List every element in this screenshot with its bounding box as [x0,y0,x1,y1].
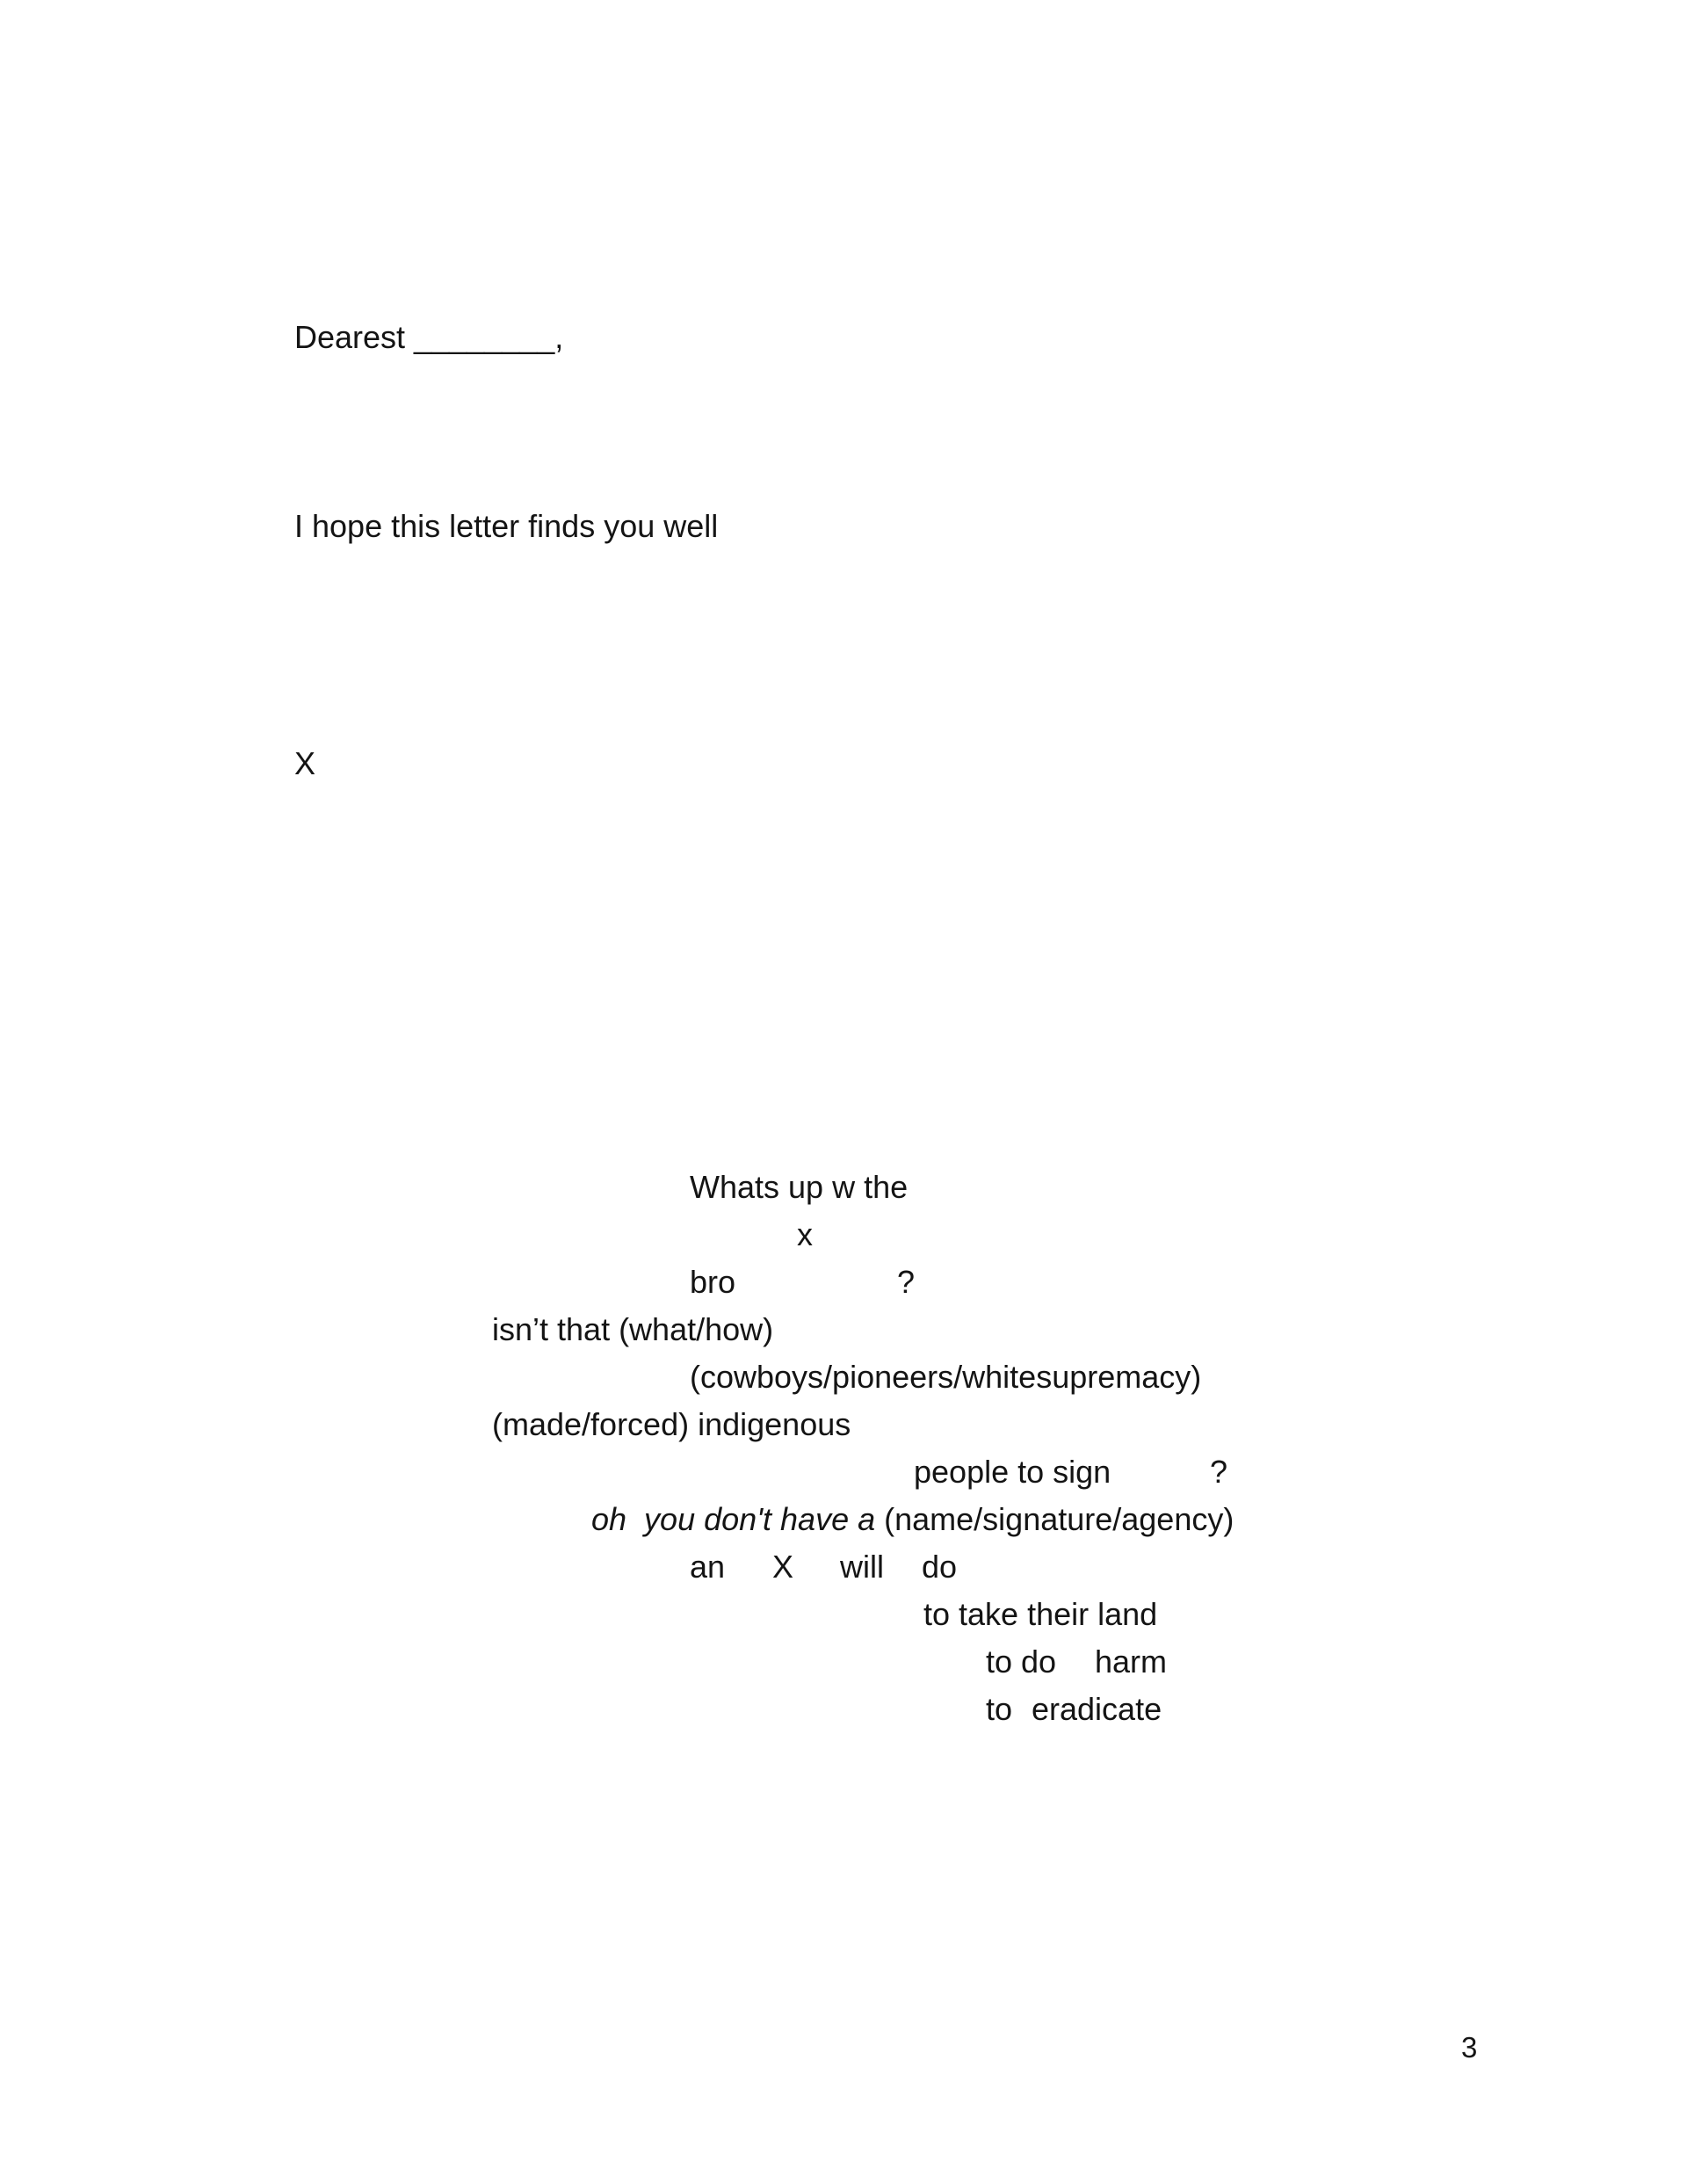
poem-line-12-to: to [986,1691,1013,1727]
poem-line-12-eradicate: eradicate [1032,1691,1162,1727]
poem-line-4: isn’t that (what/how) [492,1311,774,1347]
poem-line-10: to take their land [923,1596,1158,1632]
letter-opening-line: I hope this letter finds you well [294,508,719,544]
poem-line-3-question: ? [897,1264,916,1300]
poem-line-8-italic: oh you don't have a [591,1501,876,1537]
poem-line-9-will: will [840,1549,884,1585]
poem-line-11-harm: harm [1095,1643,1168,1680]
poem-line-6: (made/forced) indigenous [492,1406,851,1442]
poem-line-9-do: do [922,1549,958,1585]
poem-line-1: Whats up w the [690,1169,909,1205]
poem-line-3-word: bro [690,1264,736,1300]
page-number: 3 [1461,2031,1478,2064]
letter-salutation: Dearest ________, [294,319,564,355]
poem-line-2: x [797,1216,813,1252]
poem-line-9-x: X [772,1549,794,1585]
poem-line-7-text: people to sign [914,1454,1111,1490]
letter-x-mark: X [294,745,316,781]
poem-line-11-to-do: to do [986,1643,1057,1680]
poem-line-7-question: ? [1210,1454,1228,1490]
poem-line-5: (cowboys/pioneers/whitesupremacy) [690,1359,1202,1395]
poem-line-9-an: an [690,1549,726,1585]
poem-line-8 [591,1502,1234,1537]
poem-line-8-rest: (name/signature/agency) [875,1501,1234,1537]
